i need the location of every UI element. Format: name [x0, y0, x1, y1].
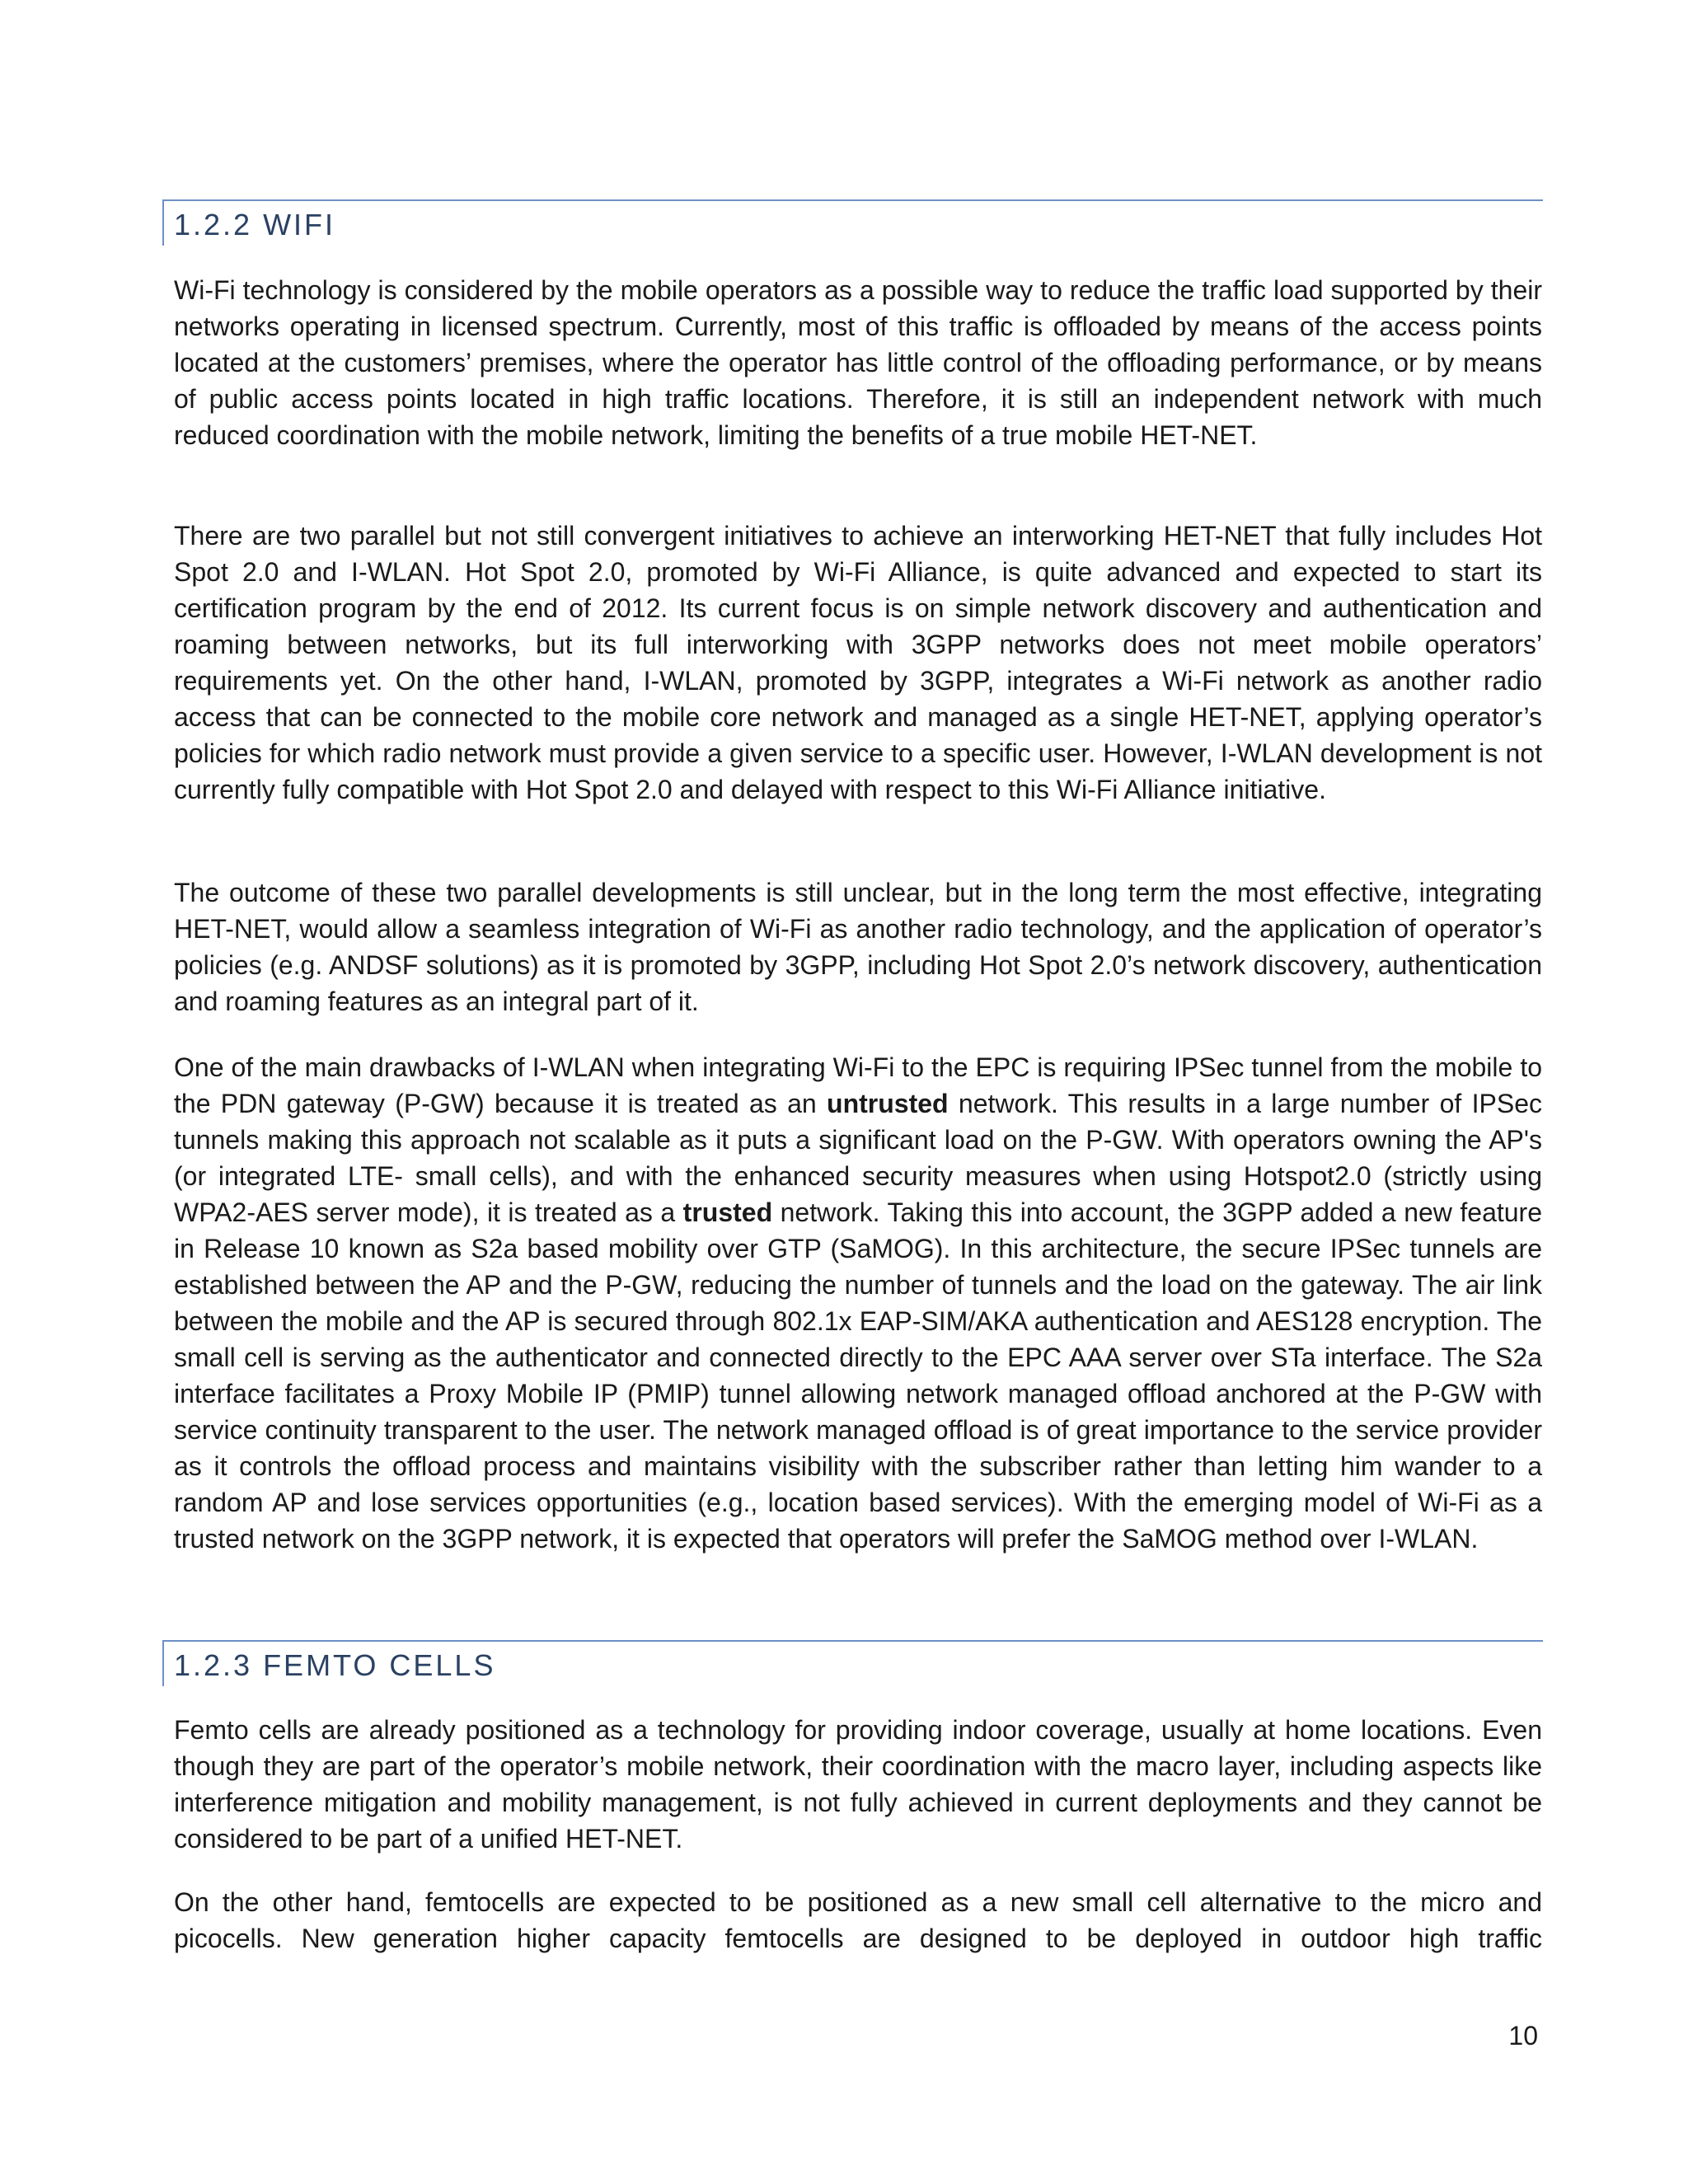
bold-term-untrusted: untrusted	[827, 1089, 949, 1118]
page-number: 10	[1508, 2021, 1538, 2050]
section-heading-text: 1.2.3 FEMTO CELLS	[174, 1648, 496, 1682]
paragraph-text: network. Taking this into account, the 3GPP added a new feature in Release 10 known as S2a based mobility over GTP (SaMOG). In this architecture, the secure IPSec tunnels are established between the AP and the P-GW, reducing the number of tunnels and the load on the gateway. The air link between the mobile and the AP is secured through 802.1x EAP-SIM/AKA authentication and AES128 encryption. The small cell is serving as the authenticator and connected directly to the EPC AAA server over STa interface. The S2a interface facilitates a Proxy Mobile IP (PMIP) tunnel allowing network managed offload anchored at the P-GW with service continuity transparent to the user. The network managed offload is of great importance to the service provider as it controls the offload process and maintains visibility with the subscriber rather than letting him wander to a random AP and lose services opportunities (e.g., location based services). With the emerging model of Wi-Fi as a trusted network on the 3GPP network, it is expected that operators will prefer the SaMOG method over I-WLAN.	[174, 1197, 1543, 1554]
paragraph: On the other hand, femtocells are expected to be positioned as a new small cell alternative to the micro and picocells. New generation higher capacity femtocells are designed to be deployed in outdoor high traffic	[174, 1887, 1542, 1953]
paragraph	[174, 1049, 1542, 1557]
paragraph-text: network. This results in a large number of IPSec tunnels making this approach not scalable as it puts a significant load on the P-GW. With operators owning the AP's (or integrated LTE- small cells), and with the enhanced security measures when using Hotspot2.0 (strictly using WPA2-AES server mode), it is treated as a	[174, 1089, 1543, 1227]
section-heading-wifi	[162, 199, 1543, 246]
paragraph-text: One of the main drawbacks of I-WLAN when integrating Wi-Fi to the EPC is requiring IPSec tunnel from the mobile to the PDN gateway (P-GW) because it is treated as an	[174, 1052, 1542, 1118]
paragraph: There are two parallel but not still convergent initiatives to achieve an interworking HET-NET that fully includes Hot Spot 2.0 and I-WLAN. Hot Spot 2.0, promoted by Wi-Fi Alliance, is quite advanced and expected to start its certification program by the end of 2012. Its current focus is on simple network discovery and authentication and roaming between networks, but its full interworking with 3GPP networks does not meet mobile operators’ requirements yet. On the other hand, I-WLAN, promoted by 3GPP, integrates a Wi-Fi network as another radio access that can be connected to the mobile core network and managed as a single HET-NET, applying operator’s policies for which radio network must provide a given service to a specific user. However, I-WLAN development is not currently fully compatible with Hot Spot 2.0 and delayed with respect to this Wi-Fi Alliance initiative.	[174, 521, 1542, 804]
section-heading-text: 1.2.2 WIFI	[174, 208, 336, 241]
paragraph: Femto cells are already positioned as a technology for providing indoor coverage, usually at home locations. Even though they are part of the operator’s mobile network, their coordination with the macro layer, including aspects like interference mitigation and mobility management, is not fully achieved in current deployments and they cannot be considered to be part of a unified HET-NET.	[174, 1715, 1542, 1854]
bold-term-trusted: trusted	[682, 1197, 773, 1227]
section-heading-femto-cells	[162, 1640, 1543, 1686]
paragraph: Wi-Fi technology is considered by the mobile operators as a possible way to reduce the traffic load supported by their networks operating in licensed spectrum. Currently, most of this traffic is offloaded by means of the access points located at the customers’ premises, where the operator has little control of the offloading performance, or by means of public access points located in high traffic locations. Therefore, it is still an independent network with much reduced coordination with the mobile network, limiting the benefits of a true mobile HET-NET.	[174, 275, 1542, 450]
paragraph: The outcome of these two parallel developments is still unclear, but in the long term the most effective, integrating HET-NET, would allow a seamless integration of Wi-Fi as another radio technology, and the application of operator’s policies (e.g. ANDSF solutions) as it is promoted by 3GPP, including Hot Spot 2.0’s network discovery, authentication and roaming features as an integral part of it.	[174, 878, 1542, 1016]
